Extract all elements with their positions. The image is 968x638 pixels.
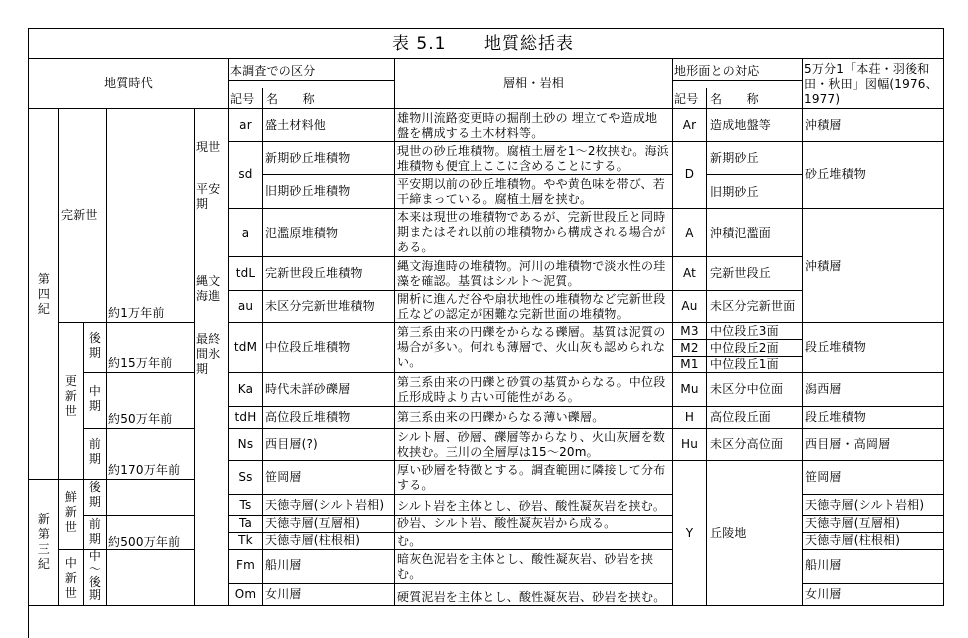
age-late: 約15万年前 xyxy=(108,356,173,370)
row-lithology: 硬質泥岩を主体とし、酸性凝灰岩、砂岩を挟む。 xyxy=(397,590,666,604)
stage-present: 現世 xyxy=(196,140,221,154)
row-lithology: 平安期以前の砂丘堆積物。やや黄色味を帯び、若干締まっている。腐植土層を挟む。 xyxy=(397,177,665,206)
row-landform-name: 完新世段丘 xyxy=(710,266,772,280)
row-name: 氾濫原堆積物 xyxy=(265,226,339,240)
row-name: 旧期砂丘堆積物 xyxy=(265,184,351,198)
row-landform-symbol: Au xyxy=(681,299,698,313)
stage-last-interglacial: 最終 間氷 期 xyxy=(196,332,221,376)
row-landform-symbol: Ar xyxy=(682,118,697,132)
row-name: 新期砂丘堆積物 xyxy=(265,151,351,165)
row-symbol: Ts xyxy=(239,498,252,512)
row-reference: 段丘堆積物 xyxy=(805,410,867,424)
header-reference-map: 5万分1「本荘・羽後和田・秋田」図幅(1976、1977) xyxy=(804,62,938,106)
row-symbol: Ta xyxy=(238,516,253,530)
row-landform-name: 中位段丘3面 xyxy=(710,324,779,338)
row-symbol: ar xyxy=(239,118,252,132)
row-symbol: tdL xyxy=(235,266,256,280)
row-reference: 砂丘堆積物 xyxy=(805,167,867,181)
row-lithology: 縄文海進時の堆積物。河川の堆積物で淡水性の珪藻を確認。基質はシルト～泥質。 xyxy=(397,259,666,288)
row-landform-symbol: M2 xyxy=(680,341,699,355)
row-reference: 船川層 xyxy=(805,558,842,572)
row-landform-name: 未区分完新世面 xyxy=(710,299,796,313)
row-landform-symbol: M1 xyxy=(680,357,699,371)
row-lithology: 本来は現世の堆積物であるが、完新世段丘と同時期またはそれ以前の堆積物から構成される場合がある。 xyxy=(397,210,666,254)
row-name: 盛土材料他 xyxy=(265,118,327,132)
row-lithology: 現世の砂丘堆積物。腐植土層を1～2枚挟む。海浜堆積物も便宜上ここに含めることにする。 xyxy=(397,144,669,173)
row-landform-name: 中位段丘2面 xyxy=(710,341,779,355)
row-landform-name: 丘陵地 xyxy=(710,526,747,540)
stage-heian: 平安 期 xyxy=(196,182,221,211)
header-symbol: 記号 xyxy=(230,92,255,106)
row-reference: 沖積層 xyxy=(805,259,842,273)
header-landform: 地形面との対応 xyxy=(674,64,760,78)
row-name: 船川層 xyxy=(265,558,302,572)
row-landform-symbol: D xyxy=(684,167,695,181)
row-landform-symbol: Hu xyxy=(680,437,699,451)
age-middle: 約50万年前 xyxy=(108,412,173,426)
row-lithology: 厚い砂層を特徴とする。調査範囲に隣接して分布する。 xyxy=(397,463,666,492)
row-lithology: シルト層、砂層、礫層等からなり、火山灰層を数枚挟む。三川の全層厚は15～20m。 xyxy=(397,430,666,459)
row-symbol: Ns xyxy=(237,437,254,451)
row-symbol: Om xyxy=(234,587,257,601)
row-reference: 笹岡層 xyxy=(805,470,842,484)
row-landform-symbol: M3 xyxy=(680,324,699,338)
era-holocene: 完新世 xyxy=(61,208,98,222)
era-neogene: 新 第 三 紀 xyxy=(37,512,51,571)
era-miocene-mid-late: 中 ～ 後 期 xyxy=(88,550,102,602)
row-lithology: 第三系由来の円礫からなる薄い礫層。 xyxy=(397,410,605,424)
header-geologic-age: 地質時代 xyxy=(104,76,153,90)
era-pliocene-late: 後 期 xyxy=(88,480,102,509)
header-name: 名 称 xyxy=(266,92,315,106)
row-symbol: tdH xyxy=(234,410,257,424)
row-reference: 段丘堆積物 xyxy=(805,340,867,354)
row-landform-symbol: At xyxy=(682,266,697,280)
header-survey-classification: 本調査での区分 xyxy=(230,64,316,78)
row-name: 中位段丘堆積物 xyxy=(265,340,351,354)
table-title: 地質総括表 xyxy=(484,34,574,54)
row-reference: 西目層・高岡層 xyxy=(805,437,891,451)
row-landform-symbol: Mu xyxy=(680,382,699,396)
row-symbol: au xyxy=(237,299,254,313)
row-landform-name: 中位段丘1面 xyxy=(710,357,779,371)
row-reference: 沖積層 xyxy=(805,118,842,132)
row-landform-name: 未区分中位面 xyxy=(710,382,784,396)
row-lithology: 暗灰色泥岩を主体とし、酸性凝灰岩、砂岩を挟む。 xyxy=(397,552,654,581)
row-landform-name: 新期砂丘 xyxy=(710,151,759,165)
row-name: 天徳寺層(シルト岩相) xyxy=(265,498,385,512)
row-landform-symbol: H xyxy=(684,410,695,424)
era-pliocene-early: 前 期 xyxy=(88,517,102,546)
age-pliocene-early: 約500万年前 xyxy=(108,535,181,549)
row-symbol: Ka xyxy=(237,382,254,396)
row-landform-name: 旧期砂丘 xyxy=(710,185,759,199)
stage-jomon-transgression: 縄文 海進 xyxy=(196,274,221,303)
era-pleistocene: 更 新 世 xyxy=(64,374,78,418)
row-reference: 天徳寺層(柱根相) xyxy=(805,533,901,547)
row-lithology: 第三系由来の円礫と砂質の基質からなる。中位段丘形成時より古い可能性がある。 xyxy=(397,375,666,404)
row-landform-name: 造成地盤等 xyxy=(710,118,772,132)
row-symbol: Fm xyxy=(236,558,255,572)
era-pleistocene-middle: 中 期 xyxy=(88,384,102,413)
row-reference: 潟西層 xyxy=(805,382,842,396)
row-symbol: a xyxy=(241,226,250,240)
row-lithology: シルト岩を主体とし、砂岩、酸性凝灰岩を挟む。 xyxy=(397,499,666,513)
table-number: 表 5.1 xyxy=(392,34,447,54)
row-reference: 天徳寺層(互層相) xyxy=(805,516,901,530)
row-landform-symbol: Y xyxy=(685,526,694,540)
row-name: 完新世段丘堆積物 xyxy=(265,266,363,280)
header-landform-name: 名 称 xyxy=(710,92,759,106)
row-reference: 天徳寺層(シルト岩相) xyxy=(805,498,925,512)
era-pleistocene-late: 後 期 xyxy=(88,331,102,360)
era-pleistocene-early: 前 期 xyxy=(88,437,102,466)
header-landform-symbol: 記号 xyxy=(674,92,699,106)
row-name: 時代未詳砂礫層 xyxy=(265,382,351,396)
row-reference: 女川層 xyxy=(805,587,842,601)
row-landform-name: 沖積氾濫面 xyxy=(710,226,772,240)
era-quaternary: 第 四 紀 xyxy=(37,272,51,316)
row-name: 未区分完新世堆積物 xyxy=(265,299,375,313)
row-name: 高位段丘堆積物 xyxy=(265,410,351,424)
row-lithology: む。 xyxy=(397,534,422,548)
era-pliocene: 鮮 新 世 xyxy=(64,490,78,534)
row-symbol: Ss xyxy=(238,470,253,484)
era-miocene: 中 新 世 xyxy=(64,556,78,600)
row-lithology: 第三系由来の円礫をからなる礫層。基質は泥質の場合が多い。何れも薄層で、火山灰も認められない。 xyxy=(397,325,666,369)
row-landform-name: 未区分高位面 xyxy=(710,437,784,451)
row-name: 天徳寺層(互層相) xyxy=(265,516,361,530)
row-lithology: 砂岩、シルト岩、酸性凝灰岩から成る。 xyxy=(397,516,617,530)
row-lithology: 開析に進んだ谷や扇状地性の堆積物など完新世段丘などの認定が困難な完新世面の堆積物。 xyxy=(397,292,666,321)
row-lithology: 雄物川流路変更時の掘削土砂の 埋立てや造成地盤を構成する土木材料等。 xyxy=(397,111,658,140)
row-name: 笹岡層 xyxy=(265,470,302,484)
row-name: 天徳寺層(柱根相) xyxy=(265,533,361,547)
row-symbol: sd xyxy=(238,167,253,181)
age-holocene: 約1万年前 xyxy=(108,306,165,320)
header-lithology: 層相・岩相 xyxy=(502,76,564,90)
row-name: 西目層(?) xyxy=(265,437,318,451)
row-symbol: Tk xyxy=(238,533,253,547)
row-name: 女川層 xyxy=(265,587,302,601)
row-landform-name: 高位段丘面 xyxy=(710,410,772,424)
row-landform-symbol: A xyxy=(685,226,694,240)
row-symbol: tdM xyxy=(233,340,258,354)
age-early: 約170万年前 xyxy=(108,463,181,477)
